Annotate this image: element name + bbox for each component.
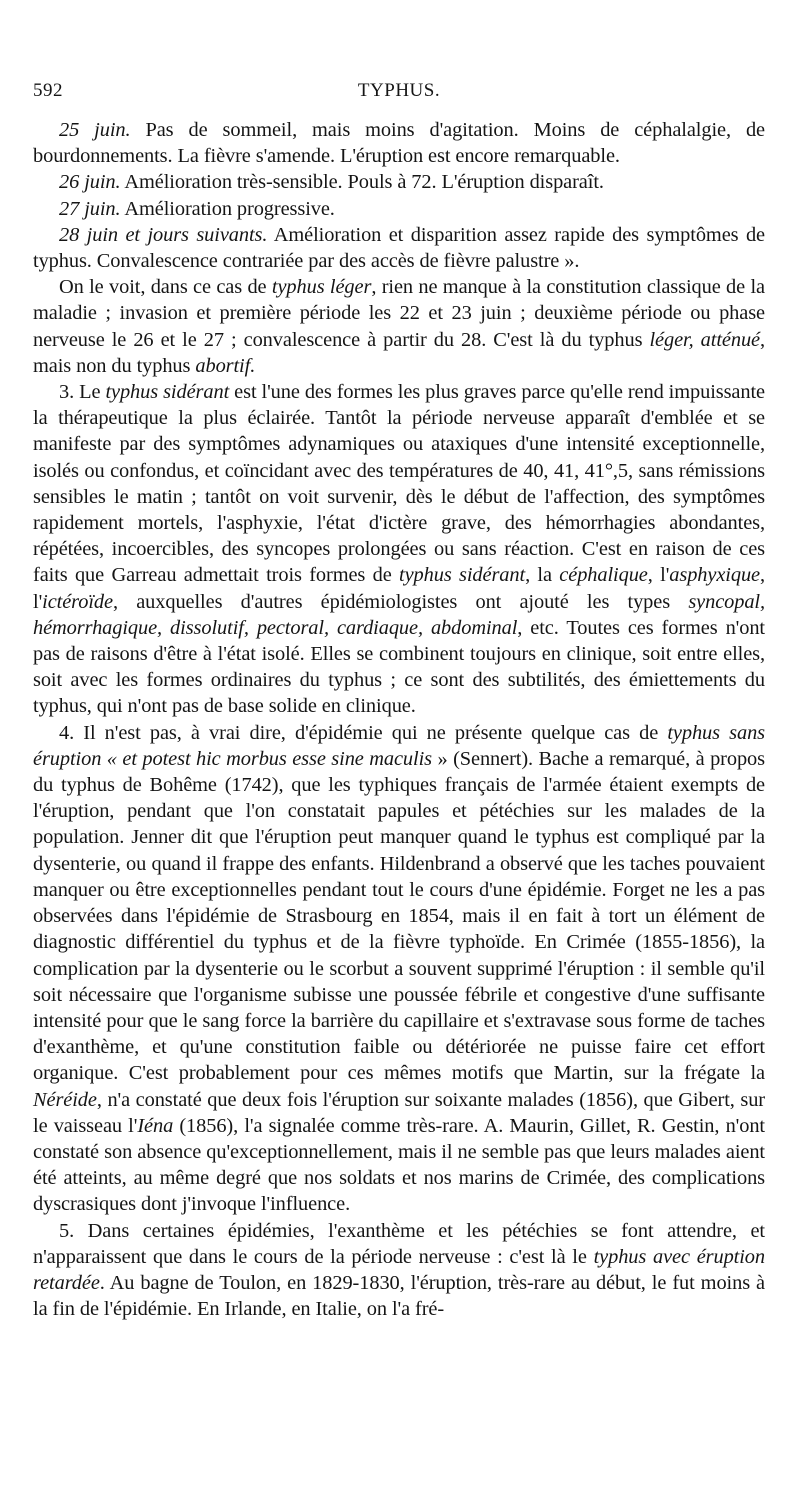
entry-date: 25 juin. bbox=[59, 119, 131, 141]
entry-date: 28 juin et jours suivants. bbox=[59, 223, 268, 246]
italic-term: Néréide bbox=[33, 1088, 97, 1111]
italic-term: céphalique bbox=[559, 564, 648, 587]
text-run: 5. Dans certaines épidémies, l'exanthème et les pétéchies se font attendre, et n'apparaissent que dans le cours de la période nerveuse : c'est là le bbox=[33, 1219, 765, 1268]
text-run: , rien ne manque à la constitution classique de la maladie ; invasion et première période les 22 et 23 juin ; deuxième période ou phase nerveuse le 26 et le 27 ; convalescence à partir du 28. C'est là du typhus bbox=[33, 276, 765, 351]
entry-text: Amélioration progressive. bbox=[120, 197, 335, 220]
paragraph-typhus-siderant bbox=[33, 379, 765, 720]
text-run: On le voit, dans ce cas de bbox=[59, 276, 272, 299]
text-run: , l' bbox=[647, 564, 670, 587]
entry-26-juin bbox=[33, 169, 765, 195]
entry-date: 27 juin. bbox=[59, 197, 121, 220]
page-header bbox=[33, 80, 765, 110]
entry-date: 26 juin. bbox=[59, 171, 121, 194]
italic-term: ictéroïde bbox=[42, 590, 113, 613]
italic-term: typhus sidérant bbox=[105, 381, 230, 404]
text-run: , mais non du typhus bbox=[33, 328, 765, 377]
entry-25-juin bbox=[33, 117, 765, 169]
entry-text: Pas de sommeil, mais moins d'agitation. Moins de céphalalgie, de bourdonnements. La fièvre s'amende. L'éruption est encore remarquable. bbox=[33, 119, 765, 168]
running-head: TYPHUS. bbox=[357, 80, 441, 101]
text-run: (1856), l'a signalée comme très-rare. A. Maurin, Gillet, R. Gestin, n'ont constaté son absence qu'exceptionnellement, mais il ne semble pas que leurs malades aient été atteints, au même degré que nos soldats et nos marins de Crimée, des complications dyscrasiques dont j'invoque l'influence. bbox=[33, 1114, 765, 1216]
text-run: 3. Le bbox=[59, 381, 106, 404]
italic-term: Iéna bbox=[137, 1114, 174, 1137]
text-run: , n'a constaté que deux fois l'éruption sur soixante malades (1856), que Gibert, sur le vaisseau l' bbox=[33, 1088, 765, 1137]
italic-term: typhus léger bbox=[271, 276, 372, 299]
text-run: , auxquelles d'autres épidémiologistes ont ajouté les types bbox=[112, 590, 689, 613]
italic-term: syncopal, hémorrhagique, dissolutif, pectoral, cardiaque, abdominal bbox=[33, 590, 765, 639]
italic-term: typhus avec éruption retardée bbox=[33, 1245, 765, 1294]
italic-term: abortif. bbox=[195, 354, 256, 377]
entry-27-juin bbox=[33, 196, 765, 222]
text-run: , la bbox=[525, 564, 560, 587]
text-run: , l' bbox=[33, 564, 765, 613]
page-number: 592 bbox=[33, 80, 63, 101]
text-run: 4. Il n'est pas, à vrai dire, d'épidémie qui ne présente quelque cas de bbox=[59, 721, 668, 744]
italic-term: asphyxique bbox=[669, 564, 760, 587]
text-run: est l'une des formes les plus graves parce qu'elle rend impuissante la thérapeutique la plus éclairée. Tantôt la période nerveuse apparaît d'emblée et se manifeste par des symptômes adynamiques ou ataxiques d'une intensité exceptionnelle, isolés ou confondus, et coïncidant avec des températures de 40, 41, 41°,5, sans rémissions sensibles le matin ; tantôt on voit survenir, dès le début de l'affection, des symptômes rapidement mortels, l'asphyxie, l'état d'ictère grave, des hémorrhagies abondantes, répétées, incoercibles, des syncopes prolongées ou sans réaction. C'est en raison de ces faits que Garreau admettait trois formes de bbox=[33, 381, 765, 587]
paragraph-typhus-sans-eruption bbox=[33, 720, 765, 1218]
entry-text: Amélioration et disparition assez rapide des symptômes de typhus. Convalescence contrariée par des accès de fièvre palustre ». bbox=[33, 223, 765, 273]
text-run: » (Sennert). Bache a remarqué, à propos du typhus de Bohême (1742), que les typhiques français de l'armée étaient exempts de l'éruption, pendant que l'on constatait papules et pétéchies sur les malades de la population. Jenner dit que l'éruption peut manquer quand le typhus est compliqué par la dysenterie, ou quand il frappe des enfants. Hildenbrand a observé que les taches pouvaient manquer ou être exceptionnelles pendant tout le cours d'une épidémie. Forget ne les a pas observées dans l'épidémie de Strasbourg en 1854, mais il en fait à tort un élément de diagnostic différentiel du typhus et de la fièvre typhoïde. En Crimée (1855-1856), la complication par la dysenterie ou le scorbut a souvent supprimé l'éruption : il semble qu'il soit nécessaire que l'organisme subisse une poussée fébrile et congestive d'une suffisante intensité pour que le sang force la barrière du capillaire et s'extravase sous forme de taches d'exanthème, et qu'une constitution faible ou détériorée ne puisse faire cet effort organique. C'est probablement pour ces mêmes motifs que Martin, sur la frégate la bbox=[33, 747, 765, 1085]
italic-term: léger, atténué bbox=[649, 328, 760, 351]
body-text bbox=[33, 117, 765, 1322]
text-run: . Au bagne de Toulon, en 1829-1830, l'éruption, très-rare au début, le fut moins à la fin de l'épidémie. En Irlande, en Italie, on l'a fré- bbox=[33, 1271, 765, 1321]
paragraph-eruption-retardee bbox=[33, 1218, 765, 1323]
italic-term: typhus sans éruption « et potest hic morbus esse sine maculis bbox=[33, 721, 765, 770]
text-run: , etc. Toutes ces formes n'ont pas de raisons d'être à l'état isolé. Elles se combinent toujours en clinique, soit entre elles, soit avec les formes ordinaires du typhus ; ce sont des subtilités, des émiettements du typhus, qui n'ont pas de base solide en clinique. bbox=[33, 616, 765, 718]
entry-text: Amélioration très-sensible. Pouls à 72. L'éruption disparaît. bbox=[120, 171, 604, 194]
entry-28-juin bbox=[33, 222, 765, 274]
italic-term: typhus sidérant bbox=[399, 564, 526, 587]
paragraph-typhus-leger bbox=[33, 274, 765, 379]
